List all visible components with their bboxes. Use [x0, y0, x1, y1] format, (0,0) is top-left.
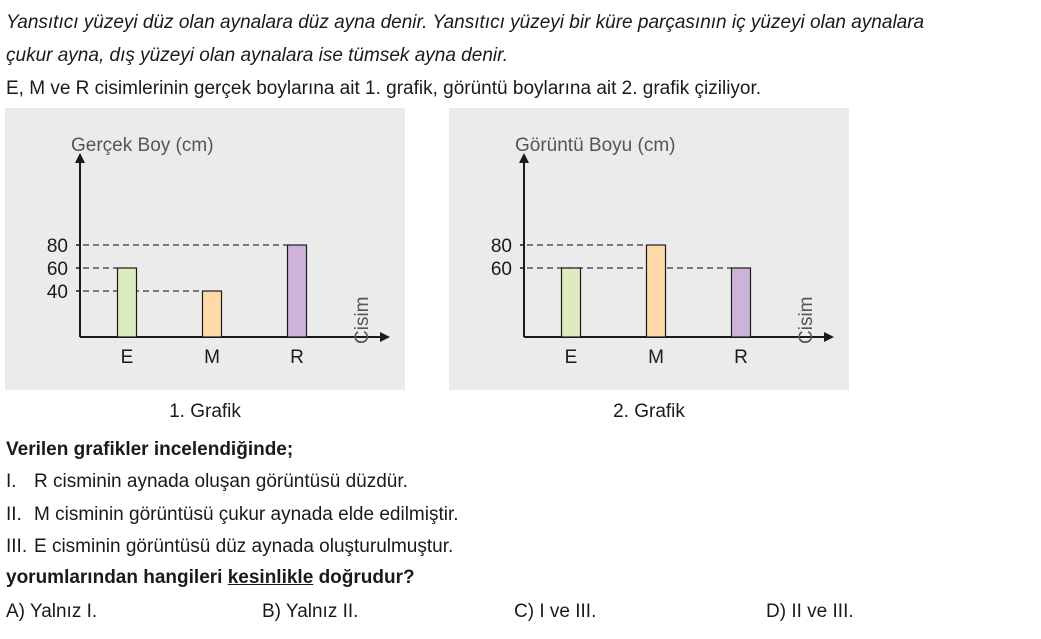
y-tick-label-80: 80 [46, 236, 68, 257]
statement-3-text: E cisminin görüntüsü düz aynada oluşturulmuştur. [34, 536, 454, 557]
x-tick-label-E: E [564, 347, 578, 368]
bar-M [203, 291, 222, 337]
statement-3-number: III. [6, 536, 28, 557]
bar-R [288, 245, 307, 337]
y-tick-label-40: 40 [46, 282, 68, 303]
x-tick-label-R: R [290, 347, 304, 368]
chart-1-caption: 1. Grafik [169, 401, 241, 422]
chart-2-caption: 2. Grafik [613, 401, 685, 422]
question-prompt: Verilen grafikler incelendiğinde; [6, 439, 294, 460]
statement-1 [6, 470, 408, 494]
statement-3 [6, 535, 453, 559]
chart-1 [5, 108, 405, 390]
x-tick-label-M: M [204, 347, 220, 368]
y-tick-label-60: 60 [490, 259, 512, 280]
chart-2 [449, 108, 849, 390]
x-tick-label-R: R [734, 347, 748, 368]
x-axis-title: Cisim [352, 296, 373, 344]
bar-R [732, 268, 751, 337]
statement-2-number: II. [6, 504, 22, 525]
statement-2-text: M cisminin görüntüsü çukur aynada elde edilmiştir. [34, 504, 459, 525]
question-ask [6, 566, 415, 590]
intro-line-1: Yansıtıcı yüzeyi düz olan aynalara düz ayna denir. Yansıtıcı yüzeyi bir küre parçasının iç yüzeyi olan aynalara [6, 12, 925, 33]
option-c[interactable]: C) I ve III. [514, 601, 597, 622]
statement-1-text: R cisminin aynada oluşan görüntüsü düzdür. [34, 471, 408, 492]
x-tick-label-M: M [648, 347, 664, 368]
ask-before: yorumlarından hangileri [6, 567, 223, 588]
intro-line-3: E, M ve R cisimlerinin gerçek boylarına ait 1. grafik, görüntü boylarına ait 2. grafik çiziliyor. [6, 78, 762, 99]
intro-text [6, 6, 1036, 105]
option-d[interactable]: D) II ve III. [766, 601, 854, 622]
chart-panel-1 [5, 108, 405, 390]
ask-underlined: kesinlikle [227, 567, 314, 588]
bar-E [118, 268, 137, 337]
statement-2 [6, 503, 459, 527]
statement-1-number: I. [6, 471, 17, 492]
bar-E [562, 268, 581, 337]
y-axis-title: Gerçek Boy (cm) [71, 135, 214, 156]
ask-after: doğrudur? [318, 567, 415, 588]
x-axis-title: Cisim [796, 296, 817, 344]
y-tick-label-80: 80 [490, 236, 512, 257]
option-a[interactable]: A) Yalnız I. [6, 601, 98, 622]
chart-panel-2 [449, 108, 849, 390]
y-tick-label-60: 60 [46, 259, 68, 280]
x-tick-label-E: E [120, 347, 134, 368]
x-axis-arrow-icon [380, 332, 390, 342]
y-axis-title: Görüntü Boyu (cm) [515, 135, 676, 156]
x-axis-arrow-icon [824, 332, 834, 342]
option-b[interactable]: B) Yalnız II. [262, 601, 359, 622]
bar-M [647, 245, 666, 337]
intro-line-2: çukur ayna, dış yüzeyi olan aynalara ise tümsek ayna denir. [6, 45, 509, 66]
